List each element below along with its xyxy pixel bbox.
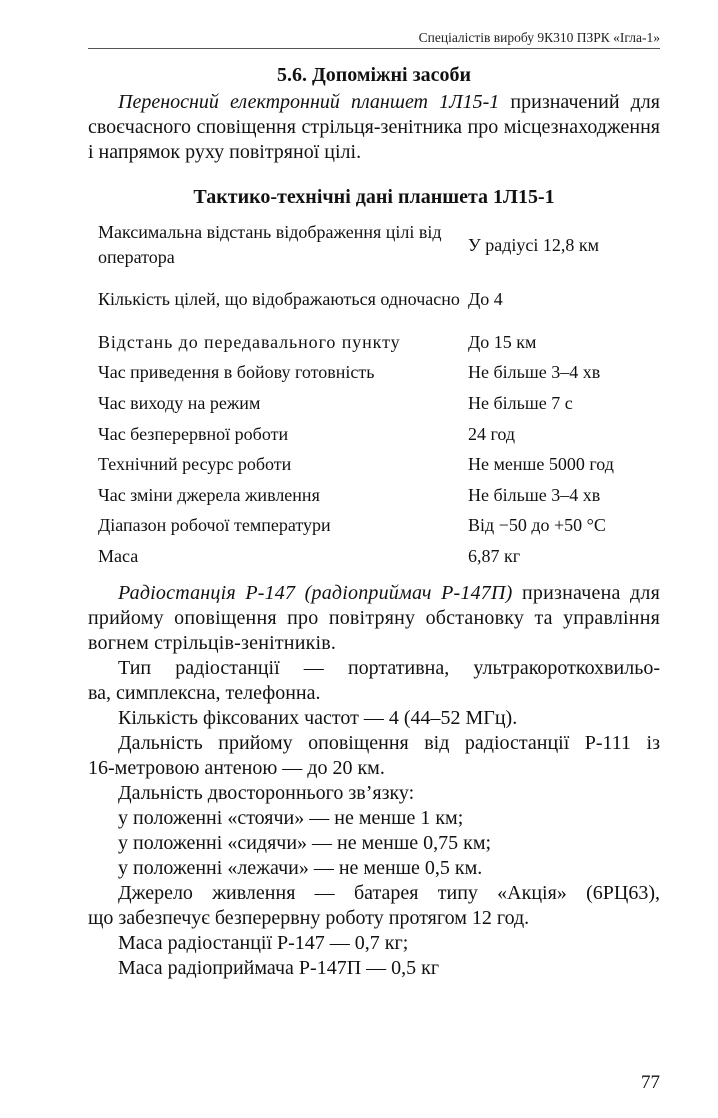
spec-label: Час безперервної роботи	[98, 423, 289, 444]
spec-label: Відстань до передавального пункту	[98, 331, 401, 352]
spec-row	[98, 271, 658, 327]
radio-range-line-1: Дальність прийому оповіщення від радіостанції Р-111 із	[118, 732, 660, 754]
spec-label: Технічний ресурс роботи	[98, 454, 292, 474]
spec-value: 6,87 кг	[468, 545, 521, 566]
spec-label: Маса	[98, 545, 139, 566]
spec-value: Не більше 7 с	[468, 393, 573, 413]
tablet-name: Переносний електронний планшет 1Л15-1	[118, 91, 500, 113]
spec-value: 24 год	[468, 423, 516, 444]
spec-value: Не менше 5000 год	[468, 454, 614, 474]
radio-duplex-range: Дальність двостороннього зв’язку:	[118, 782, 415, 804]
spec-value: До 15 км	[468, 331, 537, 352]
radio-range-lying: у положенні «лежачи» — не менше 0,5 км.	[118, 857, 483, 879]
spec-label: Час приведення в бойову готовність	[98, 362, 375, 382]
radio-range-standing: у положенні «стоячи» — не менше 1 км;	[118, 807, 464, 829]
header-divider	[88, 48, 660, 49]
radio-range-sitting: у положенні «сидячи» — не менше 0,75 км;	[118, 832, 492, 854]
radio-frequencies: Кількість фіксованих частот — 4 (44–52 МГц).	[118, 707, 518, 729]
spec-row	[98, 449, 658, 480]
spec-row	[98, 480, 658, 510]
spec-row	[98, 541, 658, 571]
radio-type-line-2: ва, симплексна, телефонна.	[88, 682, 321, 704]
intro-paragraph	[88, 90, 660, 165]
page-number: 77	[641, 1072, 660, 1093]
spec-label: Максимальна відстань відображення цілі від оператора	[98, 222, 442, 267]
radio-power-line-2: що забезпечує безперервну роботу протягом 12 год.	[88, 907, 530, 929]
spec-label: Час зміни джерела живлення	[98, 484, 320, 505]
spec-value: Від −50 до +50 °С	[468, 515, 606, 535]
spec-label: Діапазон робочої температури	[98, 515, 331, 535]
spec-label: Кількість цілей, що відображаються одночасно	[98, 288, 460, 309]
spec-value: До 4	[468, 288, 503, 309]
spec-row	[98, 388, 658, 419]
spec-row	[98, 327, 658, 357]
spec-value: Не більше 3–4 хв	[468, 362, 601, 382]
running-header: Спеціалістів виробу 9К310 ПЗРК «Ігла-1»	[418, 30, 660, 45]
spec-label: Час виходу на режим	[98, 393, 261, 413]
radio-power-line-1: Джерело живлення — батарея типу «Акція» (6РЦ63),	[118, 882, 660, 904]
radio-range-line-2: 16-метровою антеною — до 20 км.	[88, 757, 385, 779]
spec-value: Не більше 3–4 хв	[468, 484, 601, 505]
spec-row	[98, 419, 658, 449]
radio-receiver-mass: Маса радіоприймача Р-147П — 0,5 кг	[118, 957, 440, 979]
spec-row	[98, 357, 658, 388]
specs-table	[98, 219, 658, 571]
specs-table-title: Тактико-технічні дані планшета 1Л15-1	[193, 186, 555, 208]
spec-value: У радіусі 12,8 км	[468, 234, 600, 255]
section-title: 5.6. Допоміжні засоби	[276, 64, 472, 86]
radio-paragraph	[88, 581, 660, 656]
radio-text: призначена для прийому оповіщення про повітряну обстановку та управління вогнем стрільців-зенітників.	[88, 582, 660, 654]
radio-station-mass: Маса радіостанції Р-147 — 0,7 кг;	[118, 932, 409, 954]
radio-name: Радіостанція Р-147 (радіоприймач Р-147П)	[118, 582, 513, 604]
spec-row	[98, 510, 658, 541]
intro-text: призначений для своєчасного сповіщення стрільця-зенітника про місцезнаходження і напрямок руху повітряної цілі.	[88, 91, 660, 163]
radio-type-line-1: Тип радіостанції — портативна, ультракороткохвильо-	[118, 657, 660, 679]
spec-row	[98, 219, 658, 271]
